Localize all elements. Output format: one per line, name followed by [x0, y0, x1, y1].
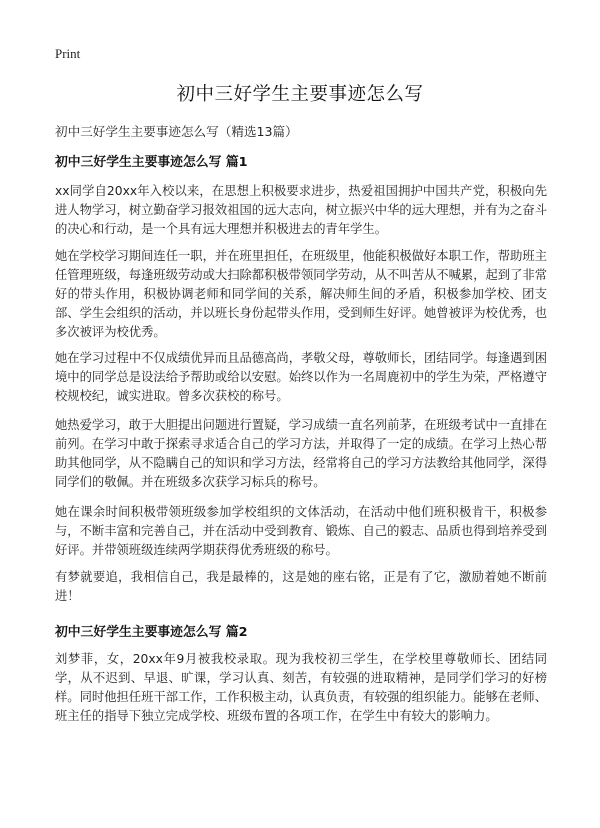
document-title: 初中三好学生主要事迹怎么写	[176, 84, 424, 105]
paragraph-5: 她在课余时间积极带领班级参加学校组织的文体活动，在活动中他们班积极肯干，积极参与，不断丰富和完善自己，并在活动中受到教育、锻炼、自己的毅志、品质也得到培养受到好评。并带领班级连续两学期获得优秀班级的称号。	[55, 505, 547, 557]
paragraph-4: 她热爱学习，敢于大胆提出问题进行置疑，学习成绩一直名列前茅，在班级考试中一直排在前列。在学习中敢于探索寻求适合自己的学习方法，并取得了一定的成绩。在学习上热心帮助其他同学，从不隐瞒自己的知识和学习方法，经常将自己的学习方法教给其他同学，深得同学们的敬佩。并在班级多次获学习标兵的称号。	[55, 418, 547, 489]
section-heading-2: 初中三好学生主要事迹怎么写 篇2	[55, 625, 248, 640]
document-subtitle: 初中三好学生主要事迹怎么写（精选13篇）	[55, 124, 298, 139]
paragraph-3: 她在学习过程中不仅成绩优异而且品德高尚，孝敬父母，尊敬师长，团结同学。每逢遇到困境中的同学总是设法给予帮助或给以安慰。始终以作为一名周鹿初中的学生为荣，严格遵守校规校纪，诚实进取。曾多次获校的称号。	[55, 351, 547, 403]
paragraph-1: xx同学自20xx年入校以来，在思想上积极要求进步，热爱祖国拥护中国共产党，积极向先进人物学习，树立勤奋学习报效祖国的远大志向，树立振兴中华的远大理想，并有为之奋斗的决心和行动，是一个具有远大理想并积极进去的青年学生。	[55, 184, 547, 236]
paragraph-2: 她在学校学习期间连任一职，并在班里担任，在班级里，他能积极做好本职工作，帮助班主任管理班级，每逢班级劳动或大扫除都积极带领同学劳动，从不叫苦从不喊累，起到了非常好的带头作用，积极协调老师和同学间的关系，解决师生间的矛盾，积极参加学校、团支部、学生会组织的活动，并以班长身份起带头作用，受到师生好评。她曾被评为校优秀，也多次被评为校优秀。	[55, 249, 547, 339]
print-link[interactable]: Print	[55, 46, 81, 61]
paragraph-6: 有梦就要追，我相信自己，我是最棒的，这是她的座右铭，正是有了它，激励着她不断前进！	[55, 570, 547, 603]
section-heading-1: 初中三好学生主要事迹怎么写 篇1	[55, 155, 248, 170]
paragraph-7: 刘梦菲，女，20xx年9月被我校录取。现为我校初三学生，在学校里尊敬师长、团结同学，从不迟到、早退、旷课，学习认真、刻苦，有较强的进取精神，是同学们学习的好榜样。同时他担任班干部工作，工作积极主动，认真负责，有较强的组织能力。能够在老师、班主任的指导下独立完成学校、班级布置的各项工作，在学生中有较大的影响力。	[55, 652, 547, 723]
